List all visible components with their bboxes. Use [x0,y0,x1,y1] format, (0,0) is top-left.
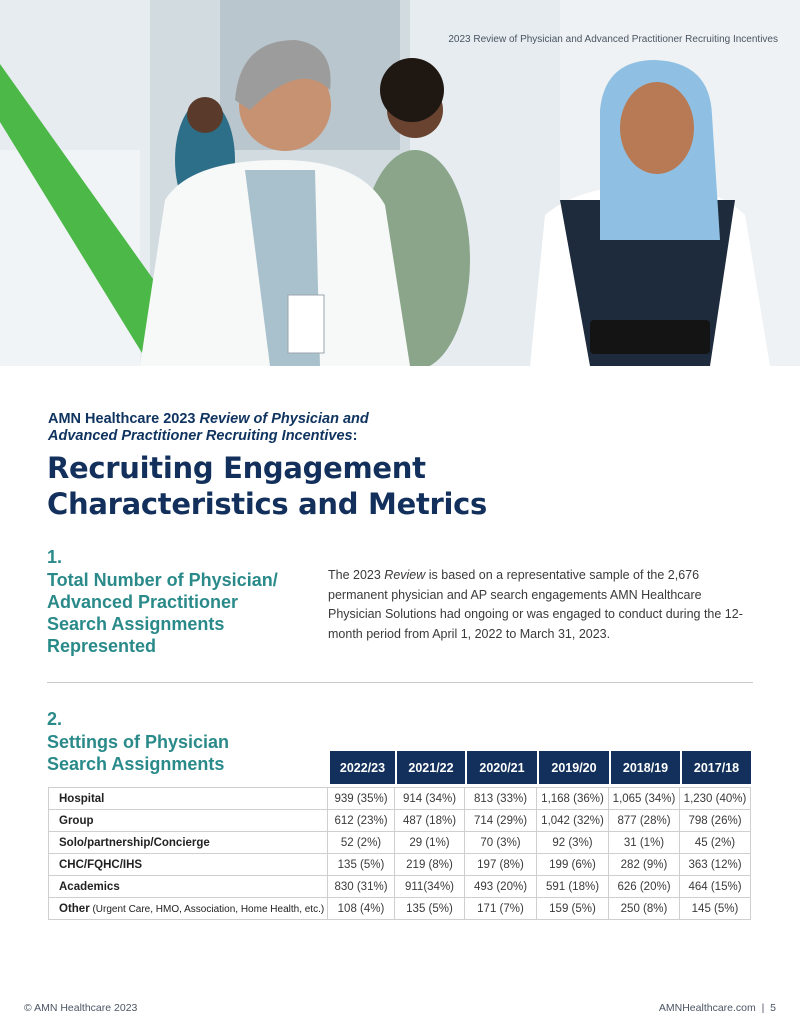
table-cell: 591 (18%) [537,876,609,898]
section-2-title-line: Search Assignments [47,754,225,774]
row-label-text: Solo/partnership/Concierge [59,836,210,849]
intro-italic-1: Review of Physician and [199,411,369,427]
intro-italic-2: Advanced Practitioner Recruiting Incentives [48,428,353,444]
section-1-title-line: Search Assignments [47,614,225,634]
body-rest: is based on a representative sample of the 2,676 permanent physician and AP search engagements AMN Healthcare Physician Solutions had ongoing or was engaged to conduct during the 12-month period from April 1, 2022 to March 31, 2023. [328,568,743,641]
page-title-line-2: Characteristics and Metrics [47,487,487,521]
row-label [48,787,328,810]
table-cell: 1,065 (34%) [609,787,680,810]
table-cell: 52 (2%) [328,832,395,854]
table-cell: 911(34%) [395,876,465,898]
table-row [48,854,751,876]
table-cell: 171 (7%) [465,898,537,920]
row-label-text: Other [59,902,90,915]
table-cell: 1,042 (32%) [537,810,609,832]
running-header: 2023 Review of Physician and Advanced Practitioner Recruiting Incentives [448,34,778,45]
table-cell: 135 (5%) [328,854,395,876]
table-cell: 250 (8%) [609,898,680,920]
table-cell: 493 (20%) [465,876,537,898]
page-title [47,450,567,522]
table-header-blank [48,751,328,784]
report-intro [48,411,468,445]
column-header: 2018/19 [609,751,680,784]
table-cell: 813 (33%) [465,787,537,810]
table-cell: 145 (5%) [680,898,751,920]
table-cell: 830 (31%) [328,876,395,898]
row-label [48,854,328,876]
section-1-title [47,569,278,657]
footer-copyright: © AMN Healthcare 2023 [24,1002,138,1014]
section-1-title-line: Advanced Practitioner [47,592,239,612]
table-cell: 487 (18%) [395,810,465,832]
section-1-title-line: Represented [47,636,157,656]
footer-page-link[interactable]: AMNHealthcare.com | 5 [658,1002,776,1014]
table-row [48,876,751,898]
table-cell: 1,230 (40%) [680,787,751,810]
table-cell: 219 (8%) [395,854,465,876]
table-row [48,832,751,854]
hero-photo [0,0,800,366]
table-cell: 714 (29%) [465,810,537,832]
table-cell: 939 (35%) [328,787,395,810]
table-row [48,898,751,920]
table-cell: 464 (15%) [680,876,751,898]
section-2-number: 2. [47,709,63,729]
table-row [48,810,751,832]
column-header: 2017/18 [680,751,751,784]
table-cell: 159 (5%) [537,898,609,920]
table-cell: 282 (9%) [609,854,680,876]
table-cell: 70 (3%) [465,832,537,854]
table-cell: 626 (20%) [609,876,680,898]
column-header: 2020/21 [465,751,537,784]
table-cell: 199 (6%) [537,854,609,876]
table-cell: 877 (28%) [609,810,680,832]
table-cell: 798 (26%) [680,810,751,832]
section-1-body [328,566,758,644]
settings-table [48,751,751,920]
row-label-text: Academics [59,880,120,893]
section-1-number: 1. [47,547,63,567]
table-cell: 197 (8%) [465,854,537,876]
row-label-text: Hospital [59,792,105,805]
section-divider [47,682,753,683]
table-cell: 612 (23%) [328,810,395,832]
row-label [48,832,328,854]
hero-illustration [0,0,800,366]
column-header: 2019/20 [537,751,609,784]
table-cell: 1,168 (36%) [537,787,609,810]
table-header-row [48,751,751,784]
row-label [48,876,328,898]
body-italic: Review [384,568,426,582]
table-cell: 363 (12%) [680,854,751,876]
table-row [48,787,751,810]
intro-prefix: AMN Healthcare 2023 [48,411,200,427]
table-cell: 135 (5%) [395,898,465,920]
table-cell: 914 (34%) [395,787,465,810]
row-label-text: CHC/FQHC/IHS [59,858,143,871]
table-cell: 29 (1%) [395,832,465,854]
row-label-text: Group [59,814,94,827]
row-label [48,810,328,832]
table-cell: 31 (1%) [609,832,680,854]
section-2-title-line: Settings of Physician [47,732,230,752]
table-cell: 45 (2%) [680,832,751,854]
page-title-line-1: Recruiting Engagement [47,451,426,485]
section-1-title-line: Total Number of Physician/ [47,570,278,590]
row-label-note: (Urgent Care, HMO, Association, Home Health, etc.) [89,903,325,915]
table-cell: 108 (4%) [328,898,395,920]
body-prefix: The 2023 [328,568,385,582]
table-cell: 92 (3%) [537,832,609,854]
intro-suffix: : [352,428,358,444]
column-header: 2021/22 [395,751,465,784]
column-header: 2022/23 [328,751,395,784]
row-label [48,898,328,920]
